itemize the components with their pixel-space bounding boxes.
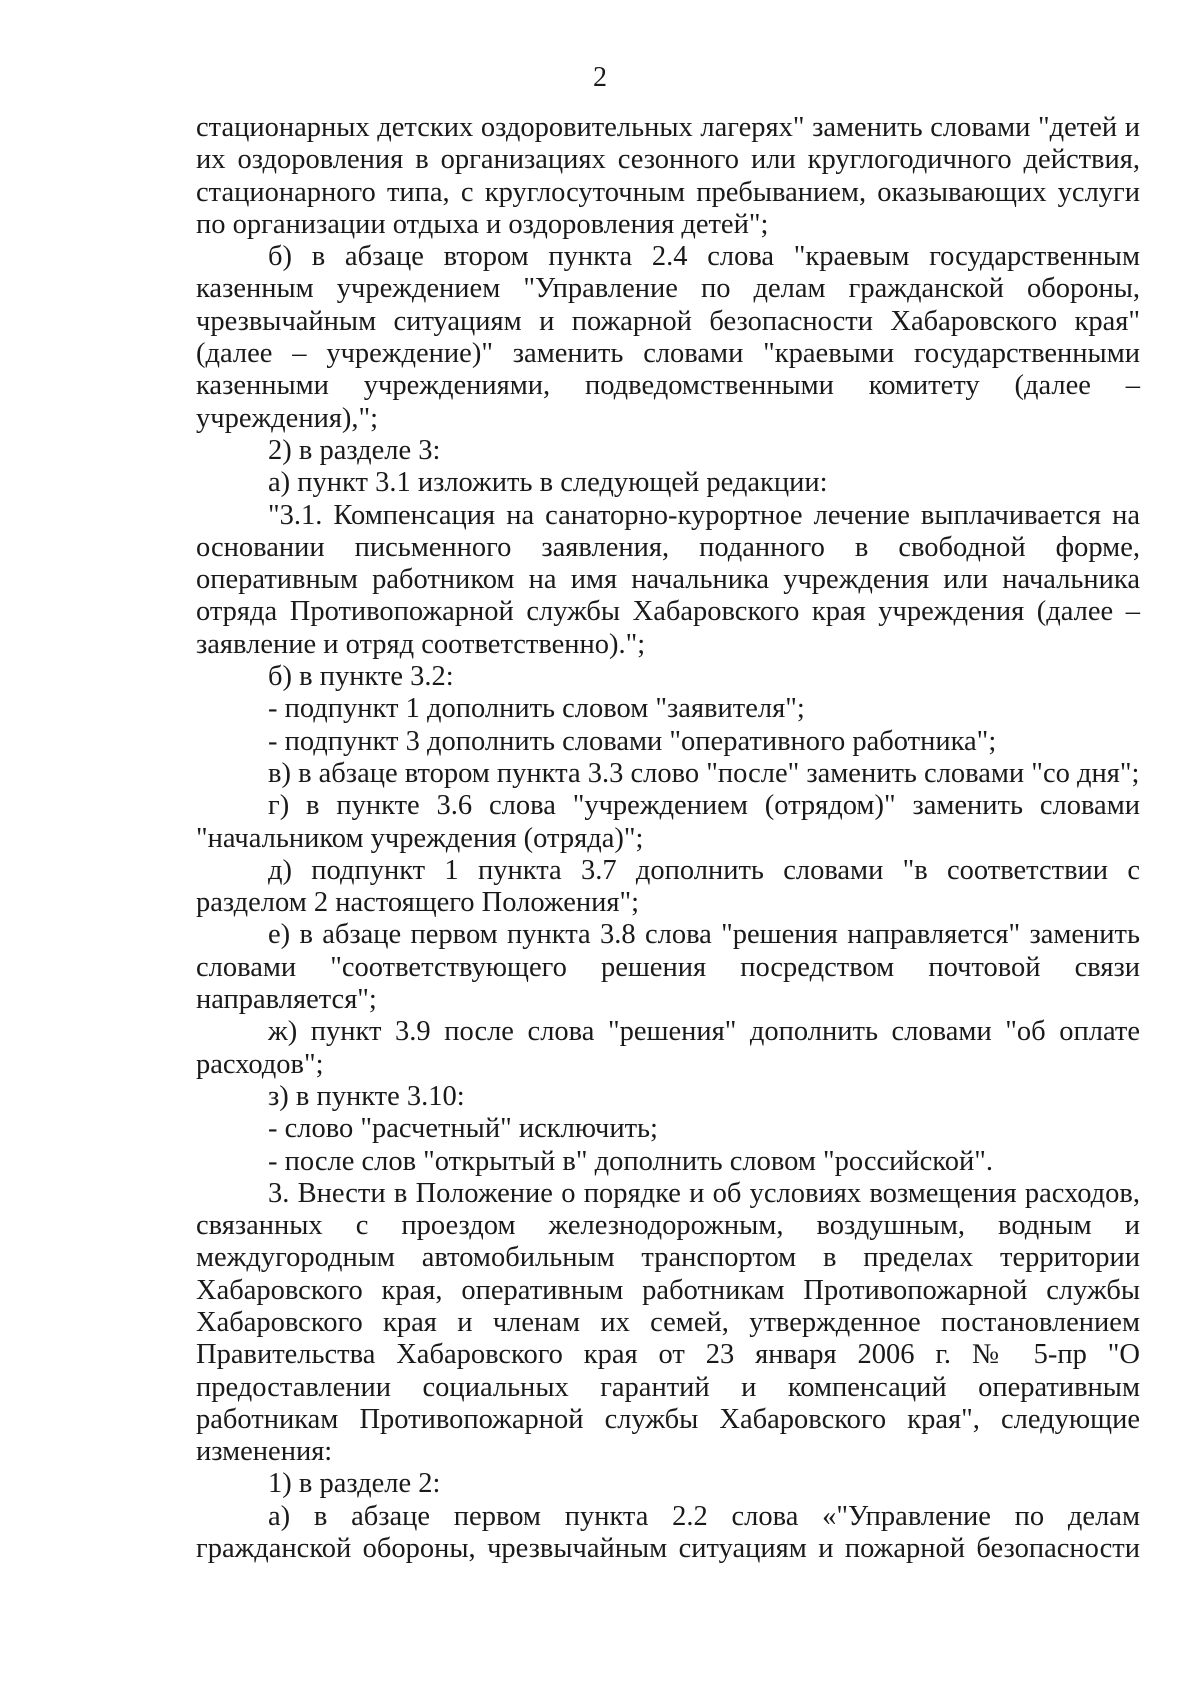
paragraph: стационарных детских оздоровительных лагерях" заменить словами "детей и их оздоровления в организациях сезонного или круглогодичного действия, стационарного типа, с круглосуточным пребыванием, оказывающих услуги по организации отдыха и оздоровления детей";	[196, 112, 1140, 240]
paragraph: б) в пункте 3.2:	[268, 661, 454, 693]
page-number: 2	[593, 62, 607, 93]
paragraph: - после слов "открытый в" дополнить словом "российской".	[268, 1145, 993, 1177]
paragraph: е) в абзаце первом пункта 3.8 слова "решения направляется" заменить словами "соответствующего решения посредством почтовой связи направляется";	[196, 919, 1140, 1016]
paragraph: - подпункт 1 дополнить словом "заявителя";	[268, 693, 805, 725]
paragraph: б) в абзаце втором пункта 2.4 слова "краевым государственным казенным учреждением "Управление по делам гражданской обороны, чрезвычайным ситуациям и пожарной безопасности Хабаровского края" (далее – учреждение)" заменить словами "краевыми государственными казенными учреждениями, подведомственными комитету (далее – учреждения),";	[196, 241, 1140, 434]
document-body	[196, 112, 1140, 1565]
paragraph: а) в абзаце первом пункта 2.2 слова «"Управление по делам гражданской обороны, чрезвычайным ситуациям и пожарной безопасности	[196, 1500, 1140, 1565]
paragraph: 3. Внести в Положение о порядке и об условиях возмещения расходов, связанных с проездом железнодорожным, воздушным, водным и междугородным автомобильным транспортом в пределах территории Хабаровского края, оперативным работникам Противопожарной службы Хабаровского края и членам их семей, утвержденное постановлением Правительства Хабаровского края от 23 января 2006 г. № 5-пр "О предоставлении социальных гарантий и компенсаций оперативным работникам Противопожарной службы Хабаровского края", следующие изменения:	[196, 1177, 1140, 1468]
paragraph: д) подпункт 1 пункта 3.7 дополнить словами "в соответствии с разделом 2 настоящего Положения";	[196, 854, 1140, 919]
paragraph: 1) в разделе 2:	[268, 1468, 441, 1500]
paragraph: 2) в разделе 3:	[268, 434, 441, 466]
paragraph: г) в пункте 3.6 слова "учреждением (отрядом)" заменить словами "начальником учреждения (отряда)";	[196, 790, 1140, 854]
paragraph: з) в пункте 3.10:	[268, 1080, 465, 1112]
paragraph: - слово "расчетный" исключить;	[268, 1113, 658, 1145]
paragraph: - подпункт 3 дополнить словами "оперативного работника";	[268, 725, 997, 757]
paragraph: в) в абзаце втором пункта 3.3 слово "после" заменить словами "со дня";	[268, 757, 1140, 789]
paragraph: "3.1. Компенсация на санаторно-курортное лечение выплачивается на основании письменного заявления, поданного в свободной форме, оперативным работником на имя начальника учреждения или начальника отряда Противопожарной службы Хабаровского края учреждения (далее – заявление и отряд соответственно).";	[196, 499, 1140, 660]
paragraph: а) пункт 3.1 изложить в следующей редакции:	[268, 467, 828, 499]
paragraph: ж) пункт 3.9 после слова "решения" дополнить словами "об оплате расходов";	[196, 1016, 1140, 1080]
